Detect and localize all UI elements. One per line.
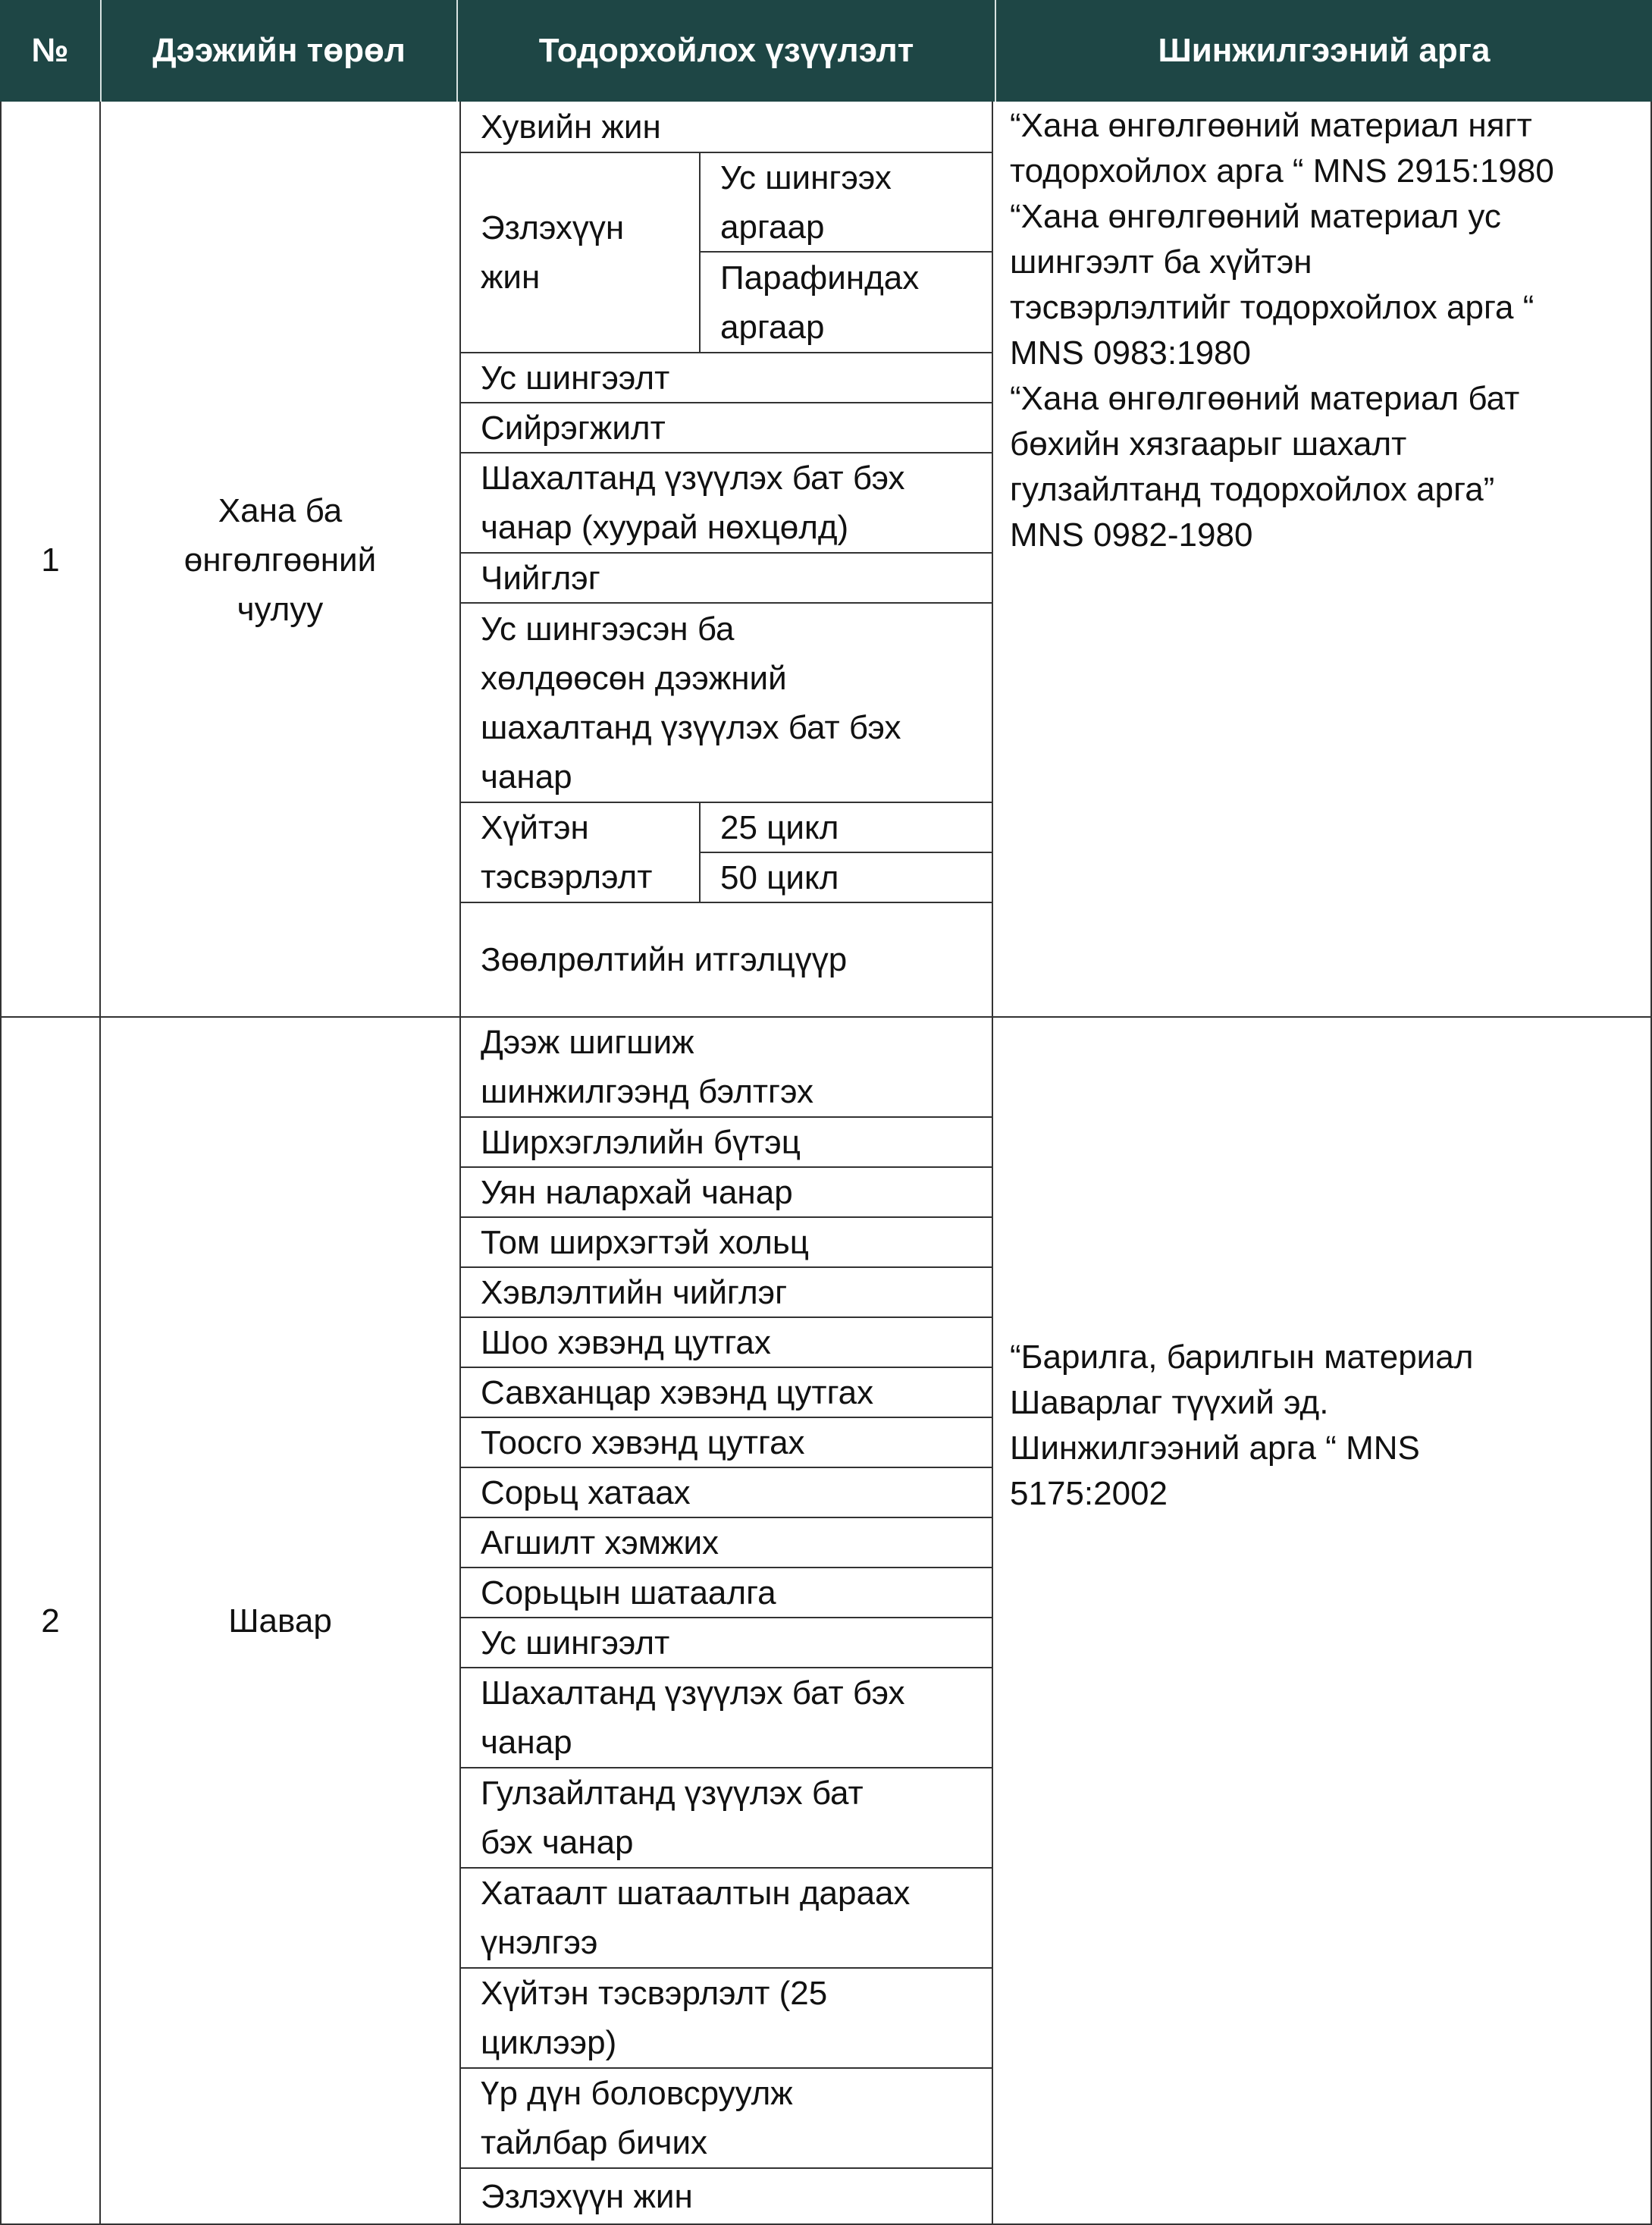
list-item: Хэвлэлтийн чийглэг [481, 1273, 788, 1311]
row-2-method: “Барилга, барилгын материал Шаварлаг түүхий эд. Шинжилгээний арга “ MNS 5175:2002 [1010, 1338, 1474, 1512]
param-volume-weight-water: Ус шингээх аргаар [720, 158, 892, 246]
list-item: Шоо хэвэнд цутгах [481, 1323, 771, 1361]
header-number: № [31, 32, 69, 69]
param-compressive-strength-frozen: Ус шингээсэн ба хөлдөөсөн дээжний шахалтанд үзүүлэх бат бэх чанар [481, 610, 901, 796]
row-2-sample-type: Шавар [228, 1602, 332, 1640]
list-item: Уян налархай чанар [481, 1173, 793, 1211]
param-frost-50-cycles: 50 цикл [720, 858, 839, 896]
param-specific-weight: Хувийн жин [481, 108, 661, 146]
list-item: Хүйтэн тэсвэрлэлт (25 циклээр) [481, 1975, 828, 2061]
param-volume-weight: Эзлэхүүн жин [481, 209, 625, 296]
param-frost-resistance: Хүйтэн тэсвэрлэлт [481, 809, 653, 896]
header-parameter: Тодорхойлох үзүүлэлт [538, 32, 914, 69]
list-item: Дээж шигшиж шинжилгээнд бэлтгэх [481, 1024, 814, 1110]
list-item: Сорьц хатаах [481, 1473, 691, 1511]
list-item: Үр дүн боловсруулж тайлбар бичих [481, 2075, 793, 2161]
list-item: Агшилт хэмжих [481, 1524, 719, 1561]
row-2-number: 2 [41, 1602, 60, 1640]
row-1-method: “Хана өнгөлгөөний материал нягт тодорхойлох арга “ MNS 2915:1980 “Хана өнгөлгөөний материал ус шингээлт ба хүйтэн тэсвэрлэлтийг тодорхойлох арга “ MNS 0983:1980 “Хана өнгөлгөөний материал бат бөхийн хязгаарыг шахалт гулзайлтанд тодорхойлох арга” MNS 0982-1980 [1010, 107, 1554, 554]
list-item: Шахалтанд үзүүлэх бат бэх чанар [481, 1674, 905, 1761]
list-item: Хатаалт шатаалтын дараах үнэлгээ [481, 1875, 911, 1961]
param-frost-25-cycles: 25 цикл [720, 808, 839, 846]
param-moisture: Чийглэг [481, 559, 600, 597]
param-softening-coefficient: Зөөлрөлтийн итгэлцүүр [481, 941, 848, 978]
list-item: Ширхэглэлийн бүтэц [481, 1123, 801, 1161]
row-1-sample-type: Хана ба өнгөлгөөний чулуу [183, 491, 377, 628]
param-porosity: Сийрэгжилт [481, 409, 666, 447]
list-item: Ус шингээлт [481, 1624, 670, 1662]
param-water-absorption: Ус шингээлт [481, 359, 670, 397]
row-1-number: 1 [41, 541, 60, 579]
header-method: Шинжилгээний арга [1158, 32, 1491, 69]
list-item: Сорьцын шатаалга [481, 1574, 776, 1611]
list-item: Том ширхэгтэй хольц [481, 1223, 809, 1261]
table-header [0, 0, 1652, 102]
header-sample-type: Дээжийн төрөл [152, 32, 406, 69]
param-compressive-strength-dry: Шахалтанд үзүүлэх бат бэх чанар (хуурай нөхцөлд) [481, 460, 905, 546]
list-item: Савханцар хэвэнд цутгах [481, 1373, 874, 1411]
list-item: Тоосго хэвэнд цутгах [481, 1423, 805, 1461]
list-item: Гулзайлтанд үзүүлэх бат бэх чанар [481, 1775, 864, 1861]
param-volume-weight-paraffin: Парафиндах аргаар [720, 259, 920, 346]
list-item: Эзлэхүүн жин [481, 2177, 693, 2215]
